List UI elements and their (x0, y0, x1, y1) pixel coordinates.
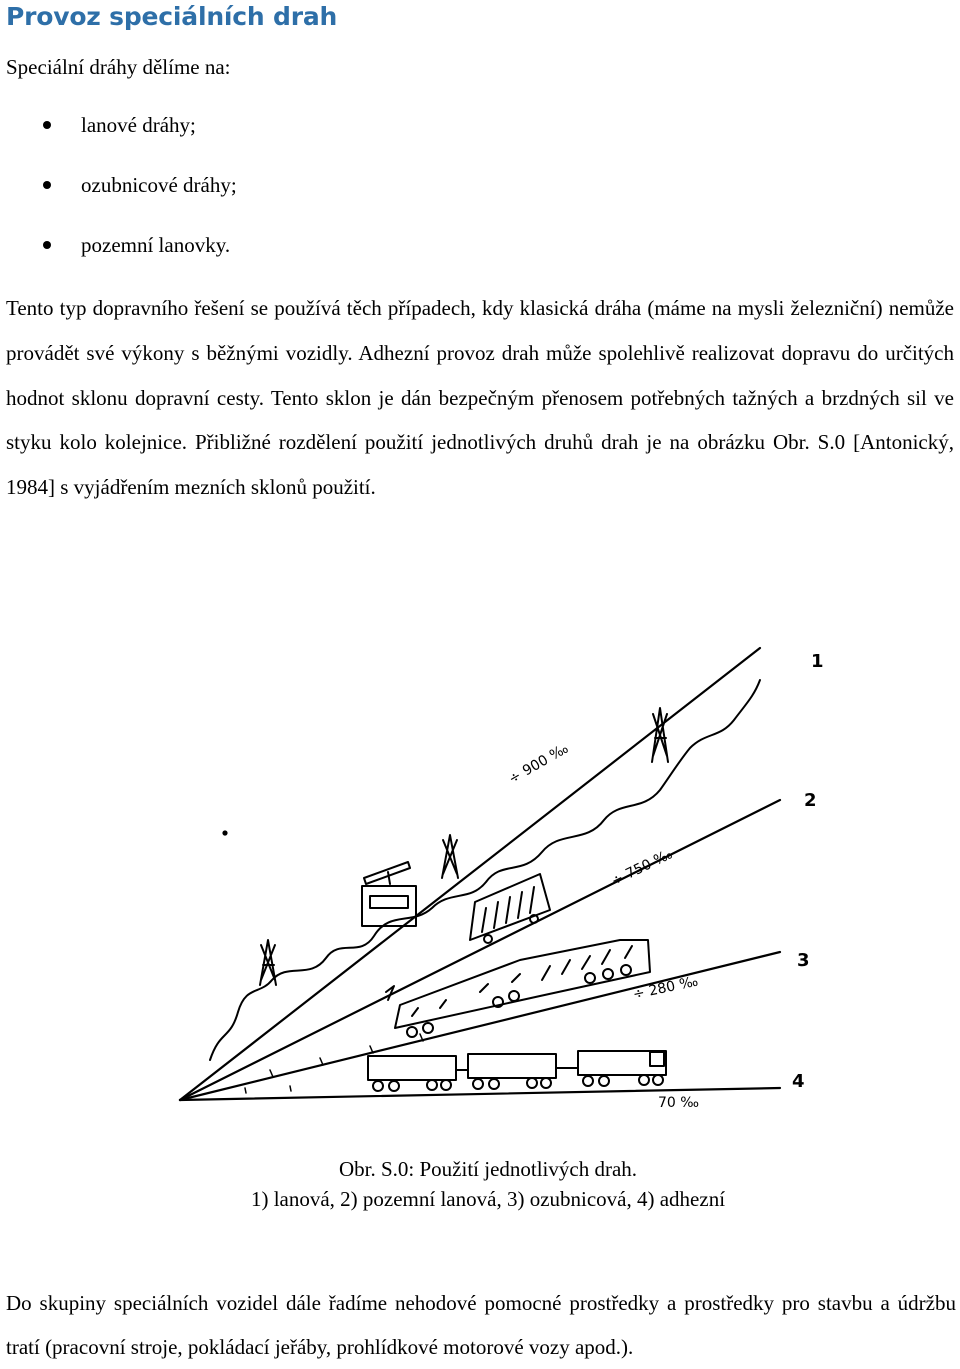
slope-label-3: ÷ 280 ‰ (631, 973, 700, 1003)
figure-legend: 1) lanová, 2) pozemní lanová, 3) ozubnicová, 4) adhezní (250, 1187, 726, 1211)
funicular-car-icon (470, 874, 550, 943)
slope-label-4: 70 ‰ (658, 1095, 700, 1111)
list-item-text: lanové dráhy; (81, 113, 196, 137)
page-title: Provoz speciálních drah (6, 2, 338, 31)
slope-label-1: ÷ 900 ‰ (506, 740, 572, 788)
closing-paragraph: Do skupiny speciálních vozidel dále řadíme nehodové pomocné prostředky a prostředky pro stavbu a údržbu tratí (pracovní stroje, pokládací jeřáby, prohlídkové motorové vozy apod.). (6, 1291, 956, 1359)
pylon-icon (442, 835, 458, 878)
bullet-icon (43, 121, 51, 129)
intro-text: Speciální dráhy dělíme na: (6, 55, 231, 79)
adhesion-train-icon (368, 1051, 666, 1091)
line-label-3: 3 (797, 950, 810, 971)
angle-ticks (245, 1034, 423, 1093)
body-paragraph: Tento typ dopravního řešení se používá těch případech, kdy klasická dráha (máme na mysli železniční) nemůže provádět své výkony s běžnými vozidly. Adhezní provoz drah může spolehlivě realizovat dopravu do určitých hodnot sklonu dopravní cesty. Tento sklon je dán bezpečným přenosem potřebných tažných a brzdných sil ve styku kolo kolejnice. Přibližné rozdělení použití jednotlivých druhů drah je na obrázku Obr. S.0 [Antonický, 1984] s vyjádřením mezních sklonů použití. (6, 296, 954, 500)
list-item-text: ozubnicové dráhy; (81, 173, 237, 197)
bullet-icon (43, 241, 51, 249)
slope-label-2: ÷ 750 ‰ (608, 846, 676, 890)
line-label-2: 2 (804, 790, 817, 811)
pylon-icon (260, 940, 276, 985)
slope-line-1 (180, 648, 760, 1100)
line-label-4: 4 (792, 1071, 805, 1092)
pylon-icon (652, 708, 668, 762)
bullet-icon (43, 181, 51, 189)
list-item-text: pozemní lanovky. (81, 233, 231, 257)
cable-car-icon (362, 862, 416, 926)
rack-train-icon (386, 940, 650, 1037)
line-label-1: 1 (811, 651, 824, 672)
rail-slope-diagram (150, 640, 850, 1120)
stray-dot (224, 832, 227, 835)
figure-caption: Obr. S.0: Použití jednotlivých drah. (338, 1157, 638, 1181)
terrain-outline (210, 680, 760, 1060)
